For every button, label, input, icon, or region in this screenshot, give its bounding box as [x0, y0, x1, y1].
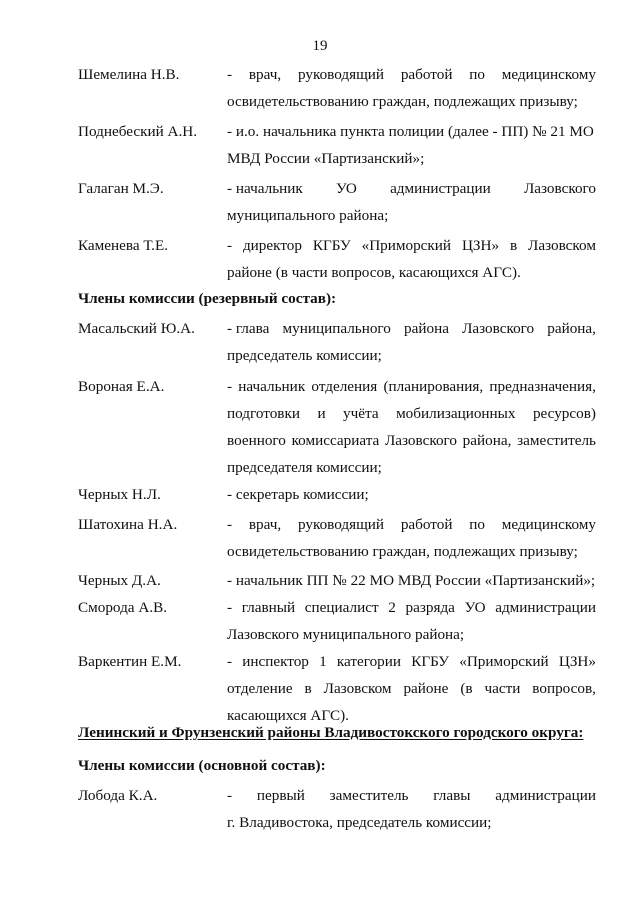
role-word: - — [227, 378, 233, 395]
role-word: медицинскому — [501, 66, 596, 83]
role-word: ЦЗН» — [461, 237, 500, 254]
role-line — [227, 232, 596, 259]
role-line — [227, 481, 596, 508]
role-word: администрации — [390, 180, 491, 197]
role-word: Лазовском — [323, 680, 392, 697]
role-word: района, — [547, 320, 596, 337]
member-name: Масальский Ю.А. — [78, 320, 195, 337]
commission-member-entry — [0, 594, 640, 648]
role-word: врач, — [248, 516, 282, 533]
role-word: Лазовского — [462, 320, 535, 337]
member-role — [227, 373, 596, 481]
role-word: (в — [460, 680, 473, 697]
role-word: Лазовского муниципального района; — [227, 626, 465, 643]
member-name: Поднебеский А.Н. — [78, 123, 198, 140]
role-word: - — [227, 653, 233, 670]
role-word: освидетельствованию граждан, подлежащих призыву; — [227, 543, 578, 560]
member-name: Шатохина Н.А. — [78, 516, 178, 533]
role-word: первый — [256, 787, 305, 804]
role-word: муниципального района; — [227, 207, 389, 224]
role-word: начальник — [238, 378, 306, 395]
commission-list-main — [0, 782, 640, 836]
role-line — [227, 427, 596, 454]
member-role — [227, 567, 596, 594]
role-word: - начальник — [227, 180, 303, 197]
member-role — [227, 511, 596, 565]
commission-member-entry — [0, 232, 640, 286]
role-word: по — [469, 66, 485, 83]
role-line — [227, 538, 596, 565]
role-word: подготовки — [227, 405, 300, 422]
role-word: инспектор — [242, 653, 309, 670]
commission-member-entry — [0, 567, 640, 594]
member-name: Вороная Е.А. — [78, 378, 165, 395]
member-role — [227, 594, 596, 648]
role-word: руководящий — [297, 516, 385, 533]
role-line — [227, 88, 596, 115]
commission-list-group1 — [0, 58, 640, 286]
role-line — [227, 175, 596, 202]
role-word: председатель комиссии; — [227, 347, 382, 364]
role-word: отделение — [227, 680, 293, 697]
member-name: Сморода А.В. — [78, 599, 168, 616]
role-word: мобилизационных — [396, 405, 516, 422]
role-line — [227, 202, 596, 229]
role-word: председателя комиссии; — [227, 459, 382, 476]
role-word: - и.о. начальника пункта полиции (далее - ПП) № 21 МО — [227, 123, 594, 140]
role-line — [227, 809, 596, 836]
role-line — [227, 454, 596, 481]
role-word: КГБУ — [411, 653, 450, 670]
member-role — [227, 315, 596, 369]
member-role — [227, 232, 596, 286]
role-word: Лазовского — [523, 180, 596, 197]
commission-member-entry — [0, 315, 640, 369]
role-word: в — [509, 237, 518, 254]
member-name: Галаган М.Э. — [78, 180, 164, 197]
heading-district: Ленинский и Фрунзенский районы Владивостокского городского округа: — [78, 724, 584, 741]
role-word: - — [227, 237, 233, 254]
role-word: военного — [227, 432, 286, 449]
role-word: директор — [242, 237, 302, 254]
role-word: специалист — [304, 599, 379, 616]
commission-member-entry — [0, 511, 640, 565]
role-line — [227, 621, 596, 648]
role-word: медицинскому — [501, 516, 596, 533]
role-word: МВД России «Партизанский»; — [227, 150, 425, 167]
role-line — [227, 511, 596, 538]
role-word: Лазовском — [528, 237, 596, 254]
role-word: 2 — [388, 599, 396, 616]
page-number: 19 — [312, 38, 328, 54]
role-word: района — [404, 320, 449, 337]
role-word: касающихся АГС). — [227, 707, 349, 724]
member-role — [227, 61, 596, 115]
role-word: УО — [335, 180, 357, 197]
role-word: части — [484, 680, 521, 697]
role-word: комиссариата — [291, 432, 380, 449]
role-word: заместитель — [517, 432, 596, 449]
role-word: вопросов, — [532, 680, 596, 697]
role-word: района, — [462, 432, 512, 449]
role-line — [227, 61, 596, 88]
role-word: освидетельствованию граждан, подлежащих призыву; — [227, 93, 578, 110]
role-word: врач, — [248, 66, 282, 83]
member-role — [227, 118, 596, 172]
role-word: - — [227, 516, 233, 533]
member-name: Черных Д.А. — [78, 572, 161, 589]
role-line — [227, 373, 596, 400]
role-word: работой — [400, 516, 453, 533]
member-role — [227, 481, 596, 508]
role-word: г. Владивостока, председатель комиссии; — [227, 814, 492, 831]
role-line — [227, 594, 596, 621]
role-word: по — [469, 516, 485, 533]
role-word: 1 — [319, 653, 327, 670]
role-word: администрации — [495, 787, 596, 804]
role-word: «Приморский — [361, 237, 452, 254]
member-name: Черных Н.Л. — [78, 486, 161, 503]
role-word: районе (в части вопросов, касающихся АГС). — [227, 264, 521, 281]
member-role — [227, 175, 596, 229]
commission-member-entry — [0, 648, 640, 729]
commission-list-reserve — [0, 315, 640, 729]
member-name: Варкентин Е.М. — [78, 653, 182, 670]
role-word: заместитель — [329, 787, 409, 804]
role-line — [227, 400, 596, 427]
heading-main-composition: Члены комиссии (основной состав): — [78, 757, 326, 774]
role-line — [227, 118, 596, 145]
role-line — [227, 782, 596, 809]
role-line — [227, 675, 596, 702]
role-line — [227, 342, 596, 369]
member-name: Лобода К.А. — [78, 787, 158, 804]
role-word: администрации — [495, 599, 596, 616]
commission-member-entry — [0, 61, 640, 115]
role-word: районе — [403, 680, 449, 697]
commission-member-entry — [0, 373, 640, 481]
commission-member-entry — [0, 782, 640, 836]
role-word: - — [227, 787, 233, 804]
role-word: Лазовского — [384, 432, 457, 449]
role-line — [227, 259, 596, 286]
role-word: категории — [336, 653, 402, 670]
role-word: в — [304, 680, 312, 697]
role-word: - — [227, 66, 233, 83]
role-line — [227, 648, 596, 675]
member-role — [227, 782, 596, 836]
role-word: ресурсов) — [532, 405, 596, 422]
role-word: руководящий — [297, 66, 385, 83]
commission-member-entry — [0, 175, 640, 229]
role-line — [227, 567, 596, 594]
role-word: и — [317, 405, 326, 422]
role-word: учёта — [343, 405, 379, 422]
commission-member-entry — [0, 481, 640, 508]
role-word: ЦЗН» — [558, 653, 596, 670]
member-name: Каменева Т.Е. — [78, 237, 169, 254]
role-word: главный — [241, 599, 296, 616]
commission-member-entry — [0, 118, 640, 172]
role-word: работой — [400, 66, 453, 83]
role-word: отделения — [311, 378, 378, 395]
role-word: КГБУ — [312, 237, 351, 254]
role-word: - глава — [227, 320, 270, 337]
member-name: Шемелина Н.В. — [78, 66, 180, 83]
member-role — [227, 648, 596, 729]
role-word: муниципального — [282, 320, 391, 337]
role-word: - секретарь комиссии; — [227, 486, 369, 503]
role-word: разряда — [405, 599, 455, 616]
role-word: главы — [433, 787, 471, 804]
role-word: «Приморский — [459, 653, 549, 670]
role-word: - начальник ПП № 22 МО МВД России «Партизанский»; — [227, 572, 596, 589]
role-word: (планирования, — [383, 378, 484, 395]
role-line — [227, 315, 596, 342]
role-word: УО — [464, 599, 486, 616]
heading-reserve-composition: Члены комиссии (резервный состав): — [78, 290, 337, 307]
role-line — [227, 145, 596, 172]
role-word: - — [227, 599, 233, 616]
role-word: предназначения, — [489, 378, 596, 395]
